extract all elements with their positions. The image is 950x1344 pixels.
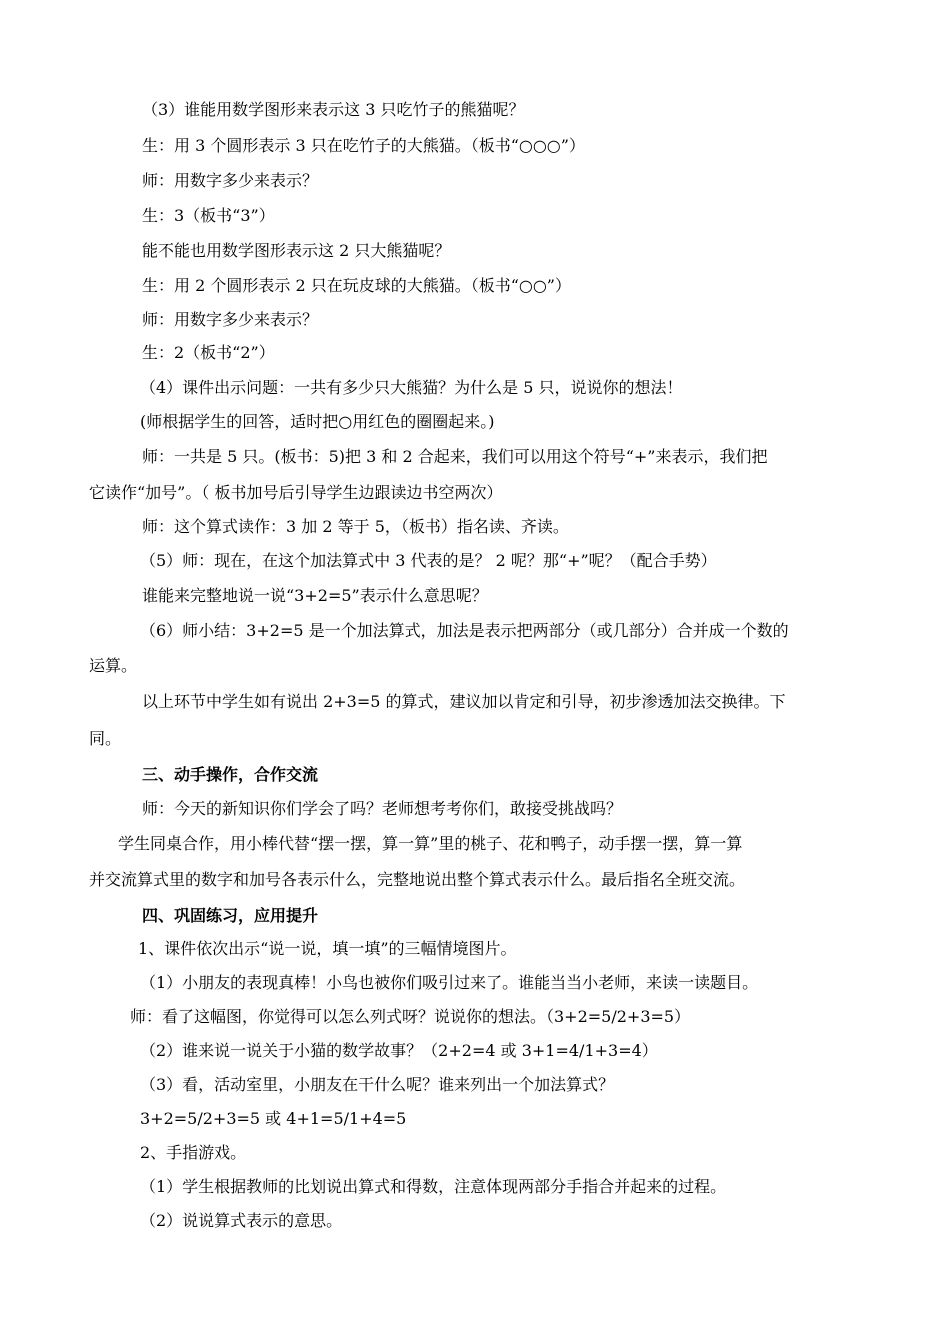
para-line: （2）说说算式表示的意思。 (140, 1211, 343, 1230)
para-line: 师：今天的新知识你们学会了吗？老师想考考你们，敢接受挑战吗？ (142, 799, 623, 818)
para-line: （1）小朋友的表现真棒！小鸟也被你们吸引过来了。谁能当当小老师，来读一读题目。 (140, 973, 759, 992)
para-line: 生：3（板书“3”） (142, 206, 275, 225)
para-line: （3）看，活动室里，小朋友在干什么呢？谁来列出一个加法算式？ (140, 1075, 615, 1094)
para-line: （6）师小结：3+2=5 是一个加法算式，加法是表示把两部分（或几部分）合并成一个数的 (140, 621, 789, 640)
para-line: （3）谁能用数学图形来表示这 3 只吃竹子的熊猫呢？ (142, 100, 525, 119)
para-line: 它读作“加号”。（ 板书加号后引导学生边跟读边书空两次） (89, 483, 503, 502)
para-line: 运算。 (89, 656, 138, 675)
para-line: 生：用 3 个圆形表示 3 只在吃竹子的大熊猫。（板书“○○○”） (142, 136, 585, 155)
para-line: （4）课件出示问题：一共有多少只大熊猫？为什么是 5 只，说说你的想法！ (140, 378, 683, 397)
para-line: 生：用 2 个圆形表示 2 只在玩皮球的大熊猫。（板书“○○”） (142, 276, 571, 295)
para-line: 3+2=5/2+3=5 或 4+1=5/1+4=5 (140, 1109, 407, 1128)
para-line: 学生同桌合作，用小棒代替“摆一摆，算一算”里的桃子、花和鸭子，动手摆一摆，算一算 (118, 834, 743, 853)
para-line: 师：用数字多少来表示？ (142, 171, 319, 190)
para-line: 以上环节中学生如有说出 2+3=5 的算式，建议加以肯定和引导，初步渗透加法交换律。下 (142, 692, 786, 711)
para-line: 并交流算式里的数字和加号各表示什么，完整地说出整个算式表示什么。最后指名全班交流。 (89, 870, 746, 889)
para-line: (师根据学生的回答，适时把○用红色的圈圈起来。) (140, 412, 495, 431)
para-line: （5）师：现在，在这个加法算式中 3 代表的是？ 2 呢？那“+”呢？（配合手势） (140, 551, 717, 570)
para-line: 师：用数字多少来表示？ (142, 310, 319, 329)
para-line: 能不能也用数学图形表示这 2 只大熊猫呢？ (142, 241, 451, 260)
para-line: 1、课件依次出示“说一说，填一填”的三幅情境图片。 (138, 939, 517, 958)
para-line: 同。 (89, 729, 122, 748)
para-line: 师：这个算式读作：3 加 2 等于 5，（板书）指名读、齐读。 (142, 517, 569, 536)
para-line: 生：2（板书“2”） (142, 343, 275, 362)
para-line: （2）谁来说一说关于小猫的数学故事？（2+2=4 或 3+1=4/1+3=4） (140, 1041, 658, 1060)
para-line: 师：看了这幅图，你觉得可以怎么列式呀？说说你的想法。（3+2=5/2+3=5） (130, 1007, 691, 1026)
para-line: 师：一共是 5 只。(板书：5)把 3 和 2 合起来，我们可以用这个符号“+”来表示，我们把 (142, 447, 768, 466)
para-line: 谁能来完整地说一说“3+2=5”表示什么意思呢？ (142, 586, 488, 605)
para-line: （1）学生根据教师的比划说出算式和得数，注意体现两部分手指合并起来的过程。 (140, 1177, 727, 1196)
section-heading: 三、动手操作，合作交流 (142, 765, 319, 784)
section-heading: 四、巩固练习，应用提升 (142, 906, 319, 925)
para-line: 2、手指游戏。 (140, 1143, 247, 1162)
